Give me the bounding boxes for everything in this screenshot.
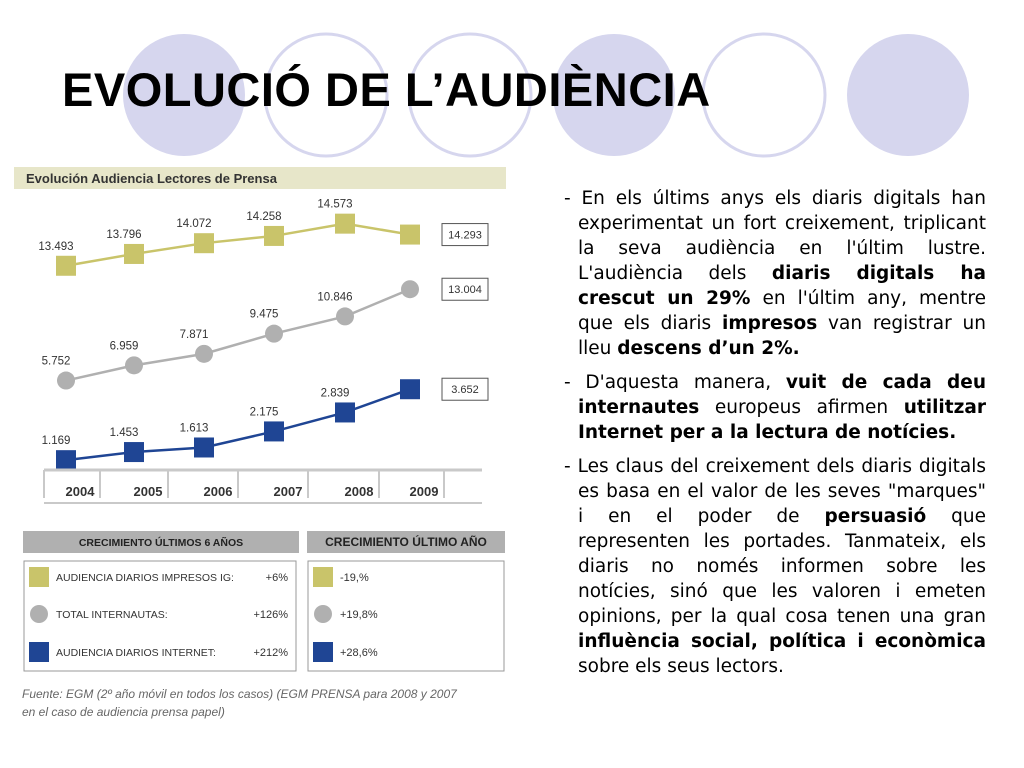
p3-run-3: influència social, política i econòmica (578, 631, 986, 652)
series-line (66, 389, 410, 460)
p1-run-4: van registrar un lleu (578, 313, 986, 359)
data-label: 1.453 (109, 427, 139, 440)
slide-title: EVOLUCIÓ DE L’AUDIÈNCIA (62, 63, 711, 116)
legend-label: TOTAL INTERNAUTAS: (56, 609, 168, 621)
data-label: 6.959 (109, 340, 139, 353)
x-tick-label: 2004 (65, 484, 95, 499)
data-label: 2.175 (249, 406, 279, 419)
data-label: 14.258 (246, 210, 282, 223)
series-point (194, 437, 214, 457)
audience-chart (14, 165, 514, 725)
data-label: 2.839 (320, 387, 350, 400)
paragraph-2 (560, 370, 986, 445)
legend-swatch (313, 642, 333, 662)
data-label: 13.004 (448, 284, 482, 297)
series-point (401, 280, 419, 298)
legend-last-year-value: +28,6% (340, 647, 378, 659)
p3-run-0: - Les claus del creixement dels diaris digitals es basa en el valor de les seves "marques" i en el poder de (564, 456, 986, 527)
data-label: 3.652 (451, 384, 479, 397)
x-tick-label: 2009 (409, 484, 439, 499)
legend-swatch (29, 642, 49, 662)
series-point (335, 402, 355, 422)
source-note-line1: Fuente: EGM (2º año móvil en todos los casos) (EGM PRENSA para 2008 y 2007 (22, 687, 457, 701)
series-point (195, 345, 213, 363)
data-label: 5.752 (41, 355, 71, 368)
data-label: 14.293 (448, 229, 482, 242)
series-point (335, 214, 355, 234)
paragraph-3 (560, 454, 986, 679)
legend-six-year-value: +6% (265, 572, 288, 584)
p2-run-2: europeus afirmen (699, 397, 904, 418)
chart-title: Evolución Audiencia Lectores de Prensa (26, 171, 277, 186)
body-text (560, 186, 986, 688)
legend-swatch (29, 567, 49, 587)
p1-run-1: diaris digitals ha crescut un 29% (578, 263, 986, 309)
data-label: 7.871 (179, 328, 209, 341)
series-point (56, 256, 76, 276)
legend-six-year-value: +126% (253, 609, 288, 621)
paragraph-1 (560, 186, 986, 361)
legend-last-year-value: -19,% (340, 572, 369, 584)
data-label: 14.573 (317, 198, 353, 211)
p2-run-0: - D'aquesta manera, (564, 372, 786, 393)
data-label: 1.613 (179, 422, 209, 435)
legend-last-year-value: +19,8% (340, 609, 378, 621)
p2-run-1: vuit de cada deu internautes (578, 372, 986, 418)
x-tick-label: 2006 (203, 484, 233, 499)
legend-swatch (313, 567, 333, 587)
series-point (400, 379, 420, 399)
series-point (57, 372, 75, 390)
chart-plot-area (38, 199, 488, 503)
series-point (194, 233, 214, 253)
x-tick-label: 2005 (133, 484, 163, 499)
data-label: 13.493 (38, 240, 74, 253)
series-point (264, 421, 284, 441)
series-line (66, 289, 410, 380)
p1-run-5: descens d’un 2%. (617, 338, 800, 359)
p3-run-2: que representen les portades. Tanmateix, els diaris no només informen sobre les notícies, sinó que les valoren i emeten opinions, per la qual cosa tenen una gran (578, 506, 987, 627)
legend-header-right-text: CRECIMIENTO ÚLTIMO AÑO (325, 535, 487, 549)
source-note-line2: en el caso de audiencia prensa papel) (22, 705, 225, 719)
data-label: 14.072 (176, 218, 212, 231)
x-tick-label: 2007 (273, 484, 303, 499)
series-point (336, 307, 354, 325)
series-point (124, 244, 144, 264)
series-point (125, 356, 143, 374)
legend-label: AUDIENCIA DIARIOS INTERNET: (56, 647, 216, 659)
series-point (56, 450, 76, 470)
series-point (124, 442, 144, 462)
legend-label: AUDIENCIA DIARIOS IMPRESOS IG: (56, 572, 234, 584)
data-label: 9.475 (249, 308, 279, 321)
legend-swatch (30, 605, 48, 623)
legend-header-left-text: CRECIMIENTO ÚLTIMOS 6 AÑOS (78, 537, 244, 549)
legend-six-year-value: +212% (253, 647, 288, 659)
p1-run-3: impresos (721, 313, 818, 334)
p3-run-1: persuasió (824, 506, 927, 527)
x-tick-label: 2008 (344, 484, 374, 499)
decor-circle (703, 34, 825, 156)
series-point (400, 225, 420, 245)
p3-run-4: sobre els seus lectors. (578, 656, 784, 677)
legend-swatch (314, 605, 332, 623)
data-label: 1.169 (41, 435, 71, 448)
data-label: 10.846 (317, 291, 353, 304)
legend-box-right (308, 561, 504, 671)
p2-run-3: utilitzar Internet per a la lectura de notícies. (578, 397, 986, 443)
p1-run-2: en l'últim any, mentre que els diaris (578, 288, 986, 334)
decor-circle (847, 34, 969, 156)
data-label: 13.796 (106, 228, 142, 241)
p1-run-0: - En els últims anys els diaris digitals han experimentat un fort creixement, triplicant la seva audiència en l'últim lustre. L'audiència dels (564, 188, 986, 284)
series-point (264, 226, 284, 246)
series-point (265, 325, 283, 343)
